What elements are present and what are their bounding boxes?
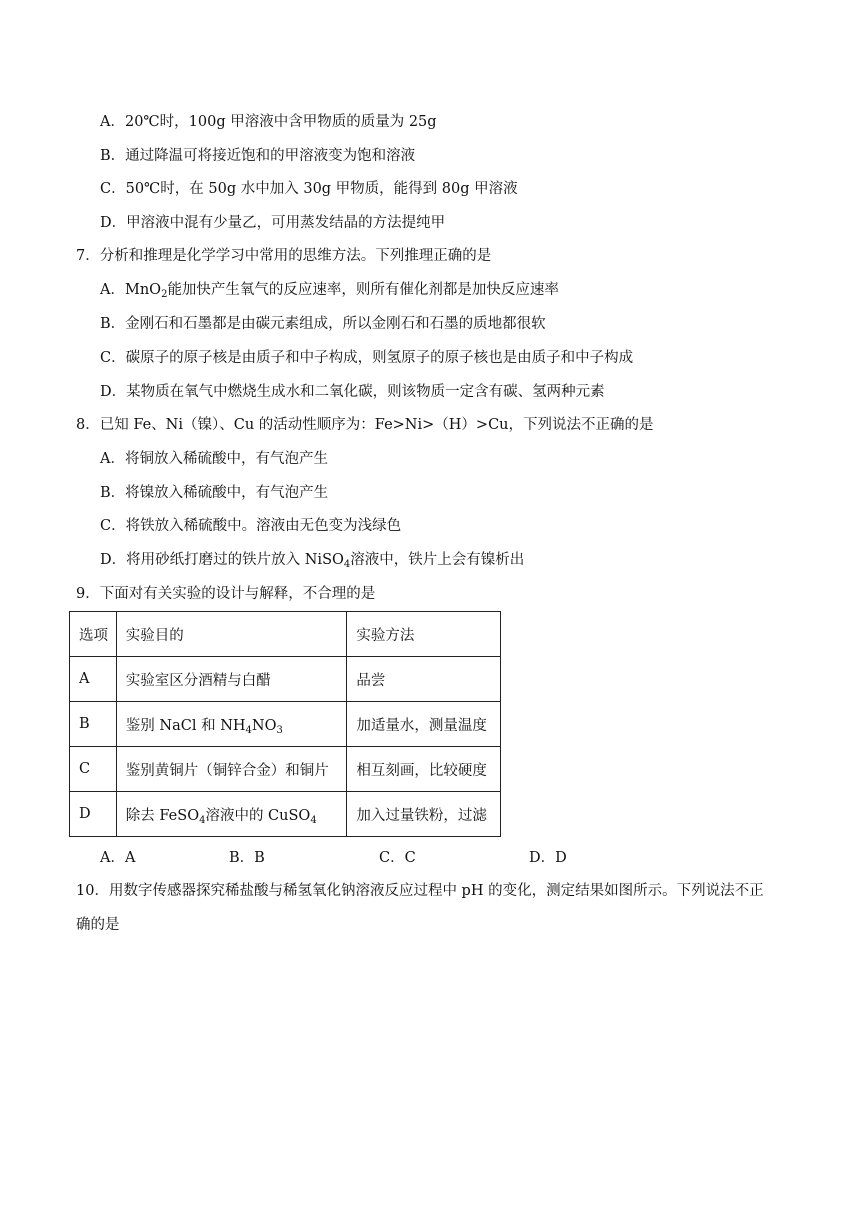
q6-option-c: C．50℃时，在 50g 水中加入 30g 甲物质，能得到 80g 甲溶液 bbox=[100, 181, 518, 197]
q7-option-b: B．金刚石和石墨都是由碳元素组成，所以金刚石和石墨的质地都很软 bbox=[100, 316, 546, 332]
q10-stem-line1: 10．用数字传感器探究稀盐酸与稀氢氧化钠溶液反应过程中 pH 的变化，测定结果如图所示。下列说法不正 bbox=[76, 883, 764, 899]
table-cell-goal: 除去 FeSO$_4$溶液中的 CuSO$_4$ bbox=[116, 792, 347, 837]
table-cell-method: 品尝 bbox=[347, 657, 501, 702]
table-row bbox=[70, 747, 501, 792]
table-row bbox=[70, 702, 501, 747]
q8-stem: 8．已知 Fe、Ni（镍）、Cu 的活动性顺序为：Fe>Ni>（H）>Cu，下列说法不正确的是 bbox=[76, 417, 654, 433]
q9-answer-d: D．D bbox=[529, 850, 567, 866]
table-cell-option: B bbox=[70, 702, 117, 747]
q9-answer-b: B．B bbox=[229, 850, 265, 866]
table-cell-method: 加入过量铁粉，过滤 bbox=[347, 792, 501, 837]
table-cell-option: A bbox=[70, 657, 117, 702]
q8-option-d: D．将用砂纸打磨过的铁片放入 NiSO$_4$溶液中，铁片上会有镍析出 bbox=[100, 552, 525, 570]
q7-option-a: A．MnO$_2$能加快产生氧气的反应速率，则所有催化剂都是加快反应速率 bbox=[100, 282, 559, 300]
q8-option-c: C．将铁放入稀硫酸中。溶液由无色变为浅绿色 bbox=[100, 518, 402, 534]
q8-option-b: B．将镍放入稀硫酸中，有气泡产生 bbox=[100, 485, 329, 501]
q9-stem: 9．下面对有关实验的设计与解释，不合理的是 bbox=[76, 586, 376, 602]
table-header-row bbox=[70, 612, 501, 657]
q10-stem-line2: 确的是 bbox=[76, 917, 120, 933]
table-cell-option: D bbox=[70, 792, 117, 837]
table-cell-option: C bbox=[70, 747, 117, 792]
table-cell-goal: 鉴别 NaCl 和 $NH_4NO_3$ bbox=[116, 702, 347, 747]
q6-option-b: B．通过降温可将接近饱和的甲溶液变为饱和溶液 bbox=[100, 148, 416, 164]
q7-stem: 7．分析和推理是化学学习中常用的思维方法。下列推理正确的是 bbox=[76, 248, 492, 264]
q9-answer-a: A．A bbox=[100, 850, 136, 866]
table-header-cell: 实验目的 bbox=[116, 612, 347, 657]
q9-answer-c: C．C bbox=[379, 850, 416, 866]
q7-option-c: C．碳原子的原子核是由质子和中子构成，则氢原子的原子核也是由质子和中子构成 bbox=[100, 350, 634, 366]
table-cell-goal: 鉴别黄铜片（铜锌合金）和铜片 bbox=[116, 747, 347, 792]
table-row bbox=[70, 792, 501, 837]
table-cell-goal: 实验室区分酒精与白醋 bbox=[116, 657, 347, 702]
table-cell-method: 相互刻画，比较硬度 bbox=[347, 747, 501, 792]
table-cell-method: 加适量水，测量温度 bbox=[347, 702, 501, 747]
q7-option-d: D．某物质在氧气中燃烧生成水和二氧化碳，则该物质一定含有碳、氢两种元素 bbox=[100, 384, 605, 400]
experiment-table bbox=[69, 611, 501, 837]
q6-option-a: A．20℃时，100g 甲溶液中含甲物质的质量为 25g bbox=[100, 114, 437, 130]
q6-option-d: D．甲溶液中混有少量乙，可用蒸发结晶的方法提纯甲 bbox=[100, 215, 446, 231]
table-header-cell: 选项 bbox=[70, 612, 117, 657]
table-header-cell: 实验方法 bbox=[347, 612, 501, 657]
q8-option-a: A．将铜放入稀硫酸中，有气泡产生 bbox=[100, 451, 328, 467]
table-row bbox=[70, 657, 501, 702]
